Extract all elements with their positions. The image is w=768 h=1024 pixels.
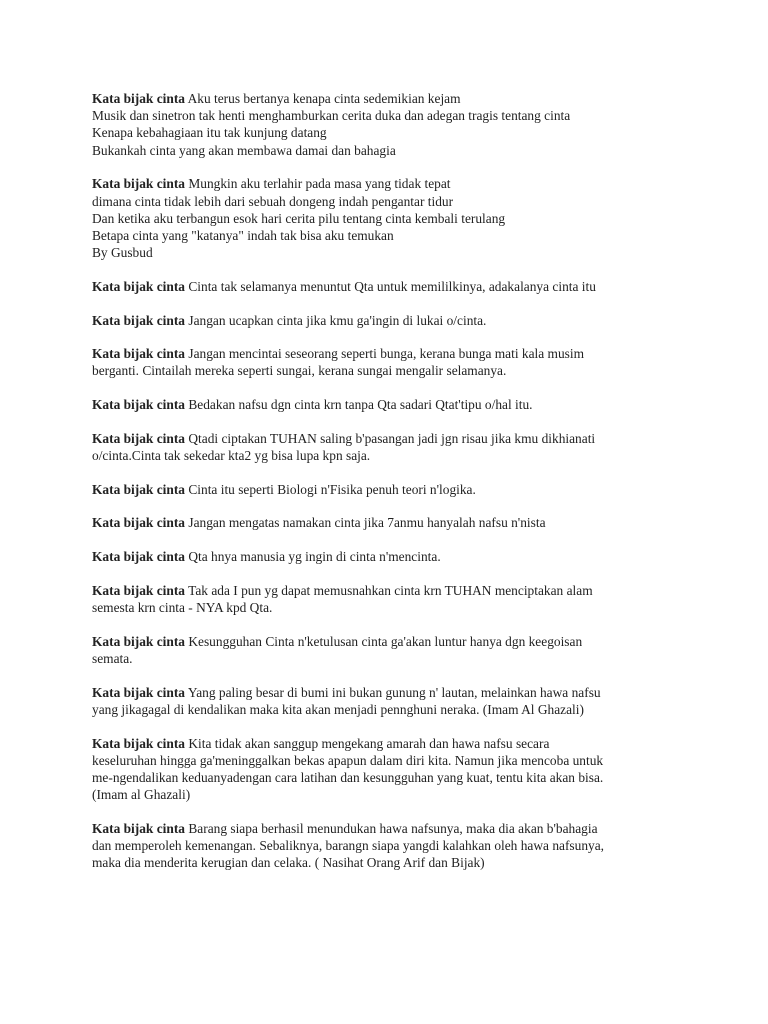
quote-text: o/cinta.Cinta tak sekedar kta2 yg bisa lupa kpn saja. <box>92 448 371 464</box>
quote-text: Kita tidak akan sanggup mengekang amarah dan hawa nafsu secara <box>188 735 550 751</box>
quote-paragraph <box>92 90 712 159</box>
paragraph-line <box>92 548 712 565</box>
paragraph-line <box>92 786 712 803</box>
quote-paragraph <box>92 582 712 616</box>
paragraph-line <box>92 514 712 531</box>
quote-text: Jangan mengatas namakan cinta jika 7anmu hanyalah nafsu n'nista <box>188 515 546 531</box>
paragraph-line <box>92 278 712 295</box>
paragraph-line <box>92 244 712 261</box>
quote-text: yang jikagagal di kendalikan maka kita akan menjadi pennghuni neraka. (Imam Al Ghazali) <box>92 701 584 717</box>
quote-paragraph <box>92 345 712 379</box>
quote-lead-label: Kata bijak cinta <box>92 346 185 362</box>
quote-text: dan memperoleh kemenangan. Sebaliknya, barangn siapa yangdi kalahkan oleh hawa nafsunya, <box>92 838 605 854</box>
quote-paragraph <box>92 514 712 531</box>
paragraph-line <box>92 362 712 379</box>
quote-paragraph <box>92 633 712 667</box>
quote-text: semata. <box>92 650 133 666</box>
paragraph-line <box>92 684 712 701</box>
paragraph-line <box>92 481 712 498</box>
paragraph-line <box>92 142 712 159</box>
quote-text: Qtadi ciptakan TUHAN saling b'pasangan jadi jgn risau jika kmu dikhianati <box>188 430 596 446</box>
paragraph-line <box>92 837 712 854</box>
quote-paragraph <box>92 548 712 565</box>
quote-lead-label: Kata bijak cinta <box>92 582 185 598</box>
paragraph-line <box>92 396 712 413</box>
paragraph-line <box>92 90 712 107</box>
quote-paragraph <box>92 820 712 872</box>
quote-text: By Gusbud <box>92 245 153 261</box>
paragraph-line <box>92 345 712 362</box>
quote-text: Dan ketika aku terbangun esok hari cerita pilu tentang cinta kembali terulang <box>92 210 506 226</box>
quote-paragraph <box>92 684 712 718</box>
paragraph-line <box>92 650 712 667</box>
quote-text: Bukankah cinta yang akan membawa damai dan bahagia <box>92 142 396 158</box>
paragraph-line <box>92 854 712 871</box>
quote-lead-label: Kata bijak cinta <box>92 515 185 531</box>
quote-lead-label: Kata bijak cinta <box>92 735 185 751</box>
paragraph-line <box>92 193 712 210</box>
quote-text: berganti. Cintailah mereka seperti sungai, kerana sungai mengalir selamanya. <box>92 363 507 379</box>
quote-text: Tak ada I pun yg dapat memusnahkan cinta krn TUHAN menciptakan alam <box>188 582 593 598</box>
quote-text: semesta krn cinta - NYA kpd Qta. <box>92 600 273 616</box>
paragraph-line <box>92 175 712 192</box>
paragraph-line <box>92 227 712 244</box>
paragraph-line <box>92 769 712 786</box>
quote-text: (Imam al Ghazali) <box>92 787 191 803</box>
quote-text: Qta hnya manusia yg ingin di cinta n'mencinta. <box>188 549 441 565</box>
quote-text: Jangan mencintai seseorang seperti bunga, kerana bunga mati kala musim <box>188 346 584 362</box>
paragraph-line <box>92 210 712 227</box>
quote-paragraph <box>92 481 712 498</box>
paragraph-line <box>92 633 712 650</box>
quote-text: Cinta tak selamanya menuntut Qta untuk memililkinya, adakalanya cinta itu <box>188 278 596 294</box>
quote-lead-label: Kata bijak cinta <box>92 684 185 700</box>
quote-paragraph <box>92 430 712 464</box>
quote-text: Yang paling besar di bumi ini bukan gunung n' lautan, melainkan hawa nafsu <box>187 684 601 700</box>
quote-lead-label: Kata bijak cinta <box>92 633 185 649</box>
quote-text: Betapa cinta yang "katanya" indah tak bisa aku temukan <box>92 227 394 243</box>
quote-text: Jangan ucapkan cinta jika kmu ga'ingin di lukai o/cinta. <box>188 312 487 328</box>
quote-text: keseluruhan hingga ga'meninggalkan bekas apapun dalam diri kita. Namun jika mencoba untuk <box>92 752 604 768</box>
quote-paragraph <box>92 175 712 261</box>
paragraph-line <box>92 447 712 464</box>
paragraph-line <box>92 582 712 599</box>
quote-text: Cinta itu seperti Biologi n'Fisika penuh teori n'logika. <box>188 481 476 497</box>
quote-lead-label: Kata bijak cinta <box>92 176 185 192</box>
document-body <box>92 90 712 888</box>
quote-lead-label: Kata bijak cinta <box>92 430 185 446</box>
paragraph-line <box>92 107 712 124</box>
quote-lead-label: Kata bijak cinta <box>92 549 185 565</box>
quote-paragraph <box>92 278 712 295</box>
quote-text: Mungkin aku terlahir pada masa yang tidak tepat <box>188 176 451 192</box>
quote-lead-label: Kata bijak cinta <box>92 820 185 836</box>
quote-lead-label: Kata bijak cinta <box>92 91 185 106</box>
paragraph-line <box>92 124 712 141</box>
quote-paragraph <box>92 312 712 329</box>
quote-text: Bedakan nafsu dgn cinta krn tanpa Qta sadari Qtat'tipu o/hal itu. <box>188 397 533 413</box>
quote-text: dimana cinta tidak lebih dari sebuah dongeng indah pengantar tidur <box>92 193 454 209</box>
quote-text: Barang siapa berhasil menundukan hawa nafsunya, maka dia akan b'bahagia <box>188 820 598 836</box>
quote-paragraph <box>92 396 712 413</box>
paragraph-line <box>92 430 712 447</box>
quote-text: me-ngendalikan keduanyadengan cara latihan dan kesungguhan yang kuat, tentu kita akan bisa. <box>92 769 604 785</box>
quote-lead-label: Kata bijak cinta <box>92 278 185 294</box>
quote-text: Aku terus bertanya kenapa cinta sedemikian kejam <box>187 91 461 106</box>
quote-lead-label: Kata bijak cinta <box>92 397 185 413</box>
quote-text: Kesungguhan Cinta n'ketulusan cinta ga'akan luntur hanya dgn keegoisan <box>188 633 583 649</box>
paragraph-line <box>92 599 712 616</box>
paragraph-line <box>92 752 712 769</box>
quote-text: maka dia menderita kerugian dan celaka. ( Nasihat Orang Arif dan Bijak) <box>92 855 485 871</box>
paragraph-line <box>92 820 712 837</box>
paragraph-line <box>92 735 712 752</box>
quote-paragraph <box>92 735 712 804</box>
quote-lead-label: Kata bijak cinta <box>92 312 185 328</box>
paragraph-line <box>92 701 712 718</box>
quote-text: Musik dan sinetron tak henti menghamburkan cerita duka dan adegan tragis tentang cinta <box>92 108 571 124</box>
paragraph-line <box>92 312 712 329</box>
quote-text: Kenapa kebahagiaan itu tak kunjung datang <box>92 125 327 141</box>
quote-lead-label: Kata bijak cinta <box>92 481 185 497</box>
